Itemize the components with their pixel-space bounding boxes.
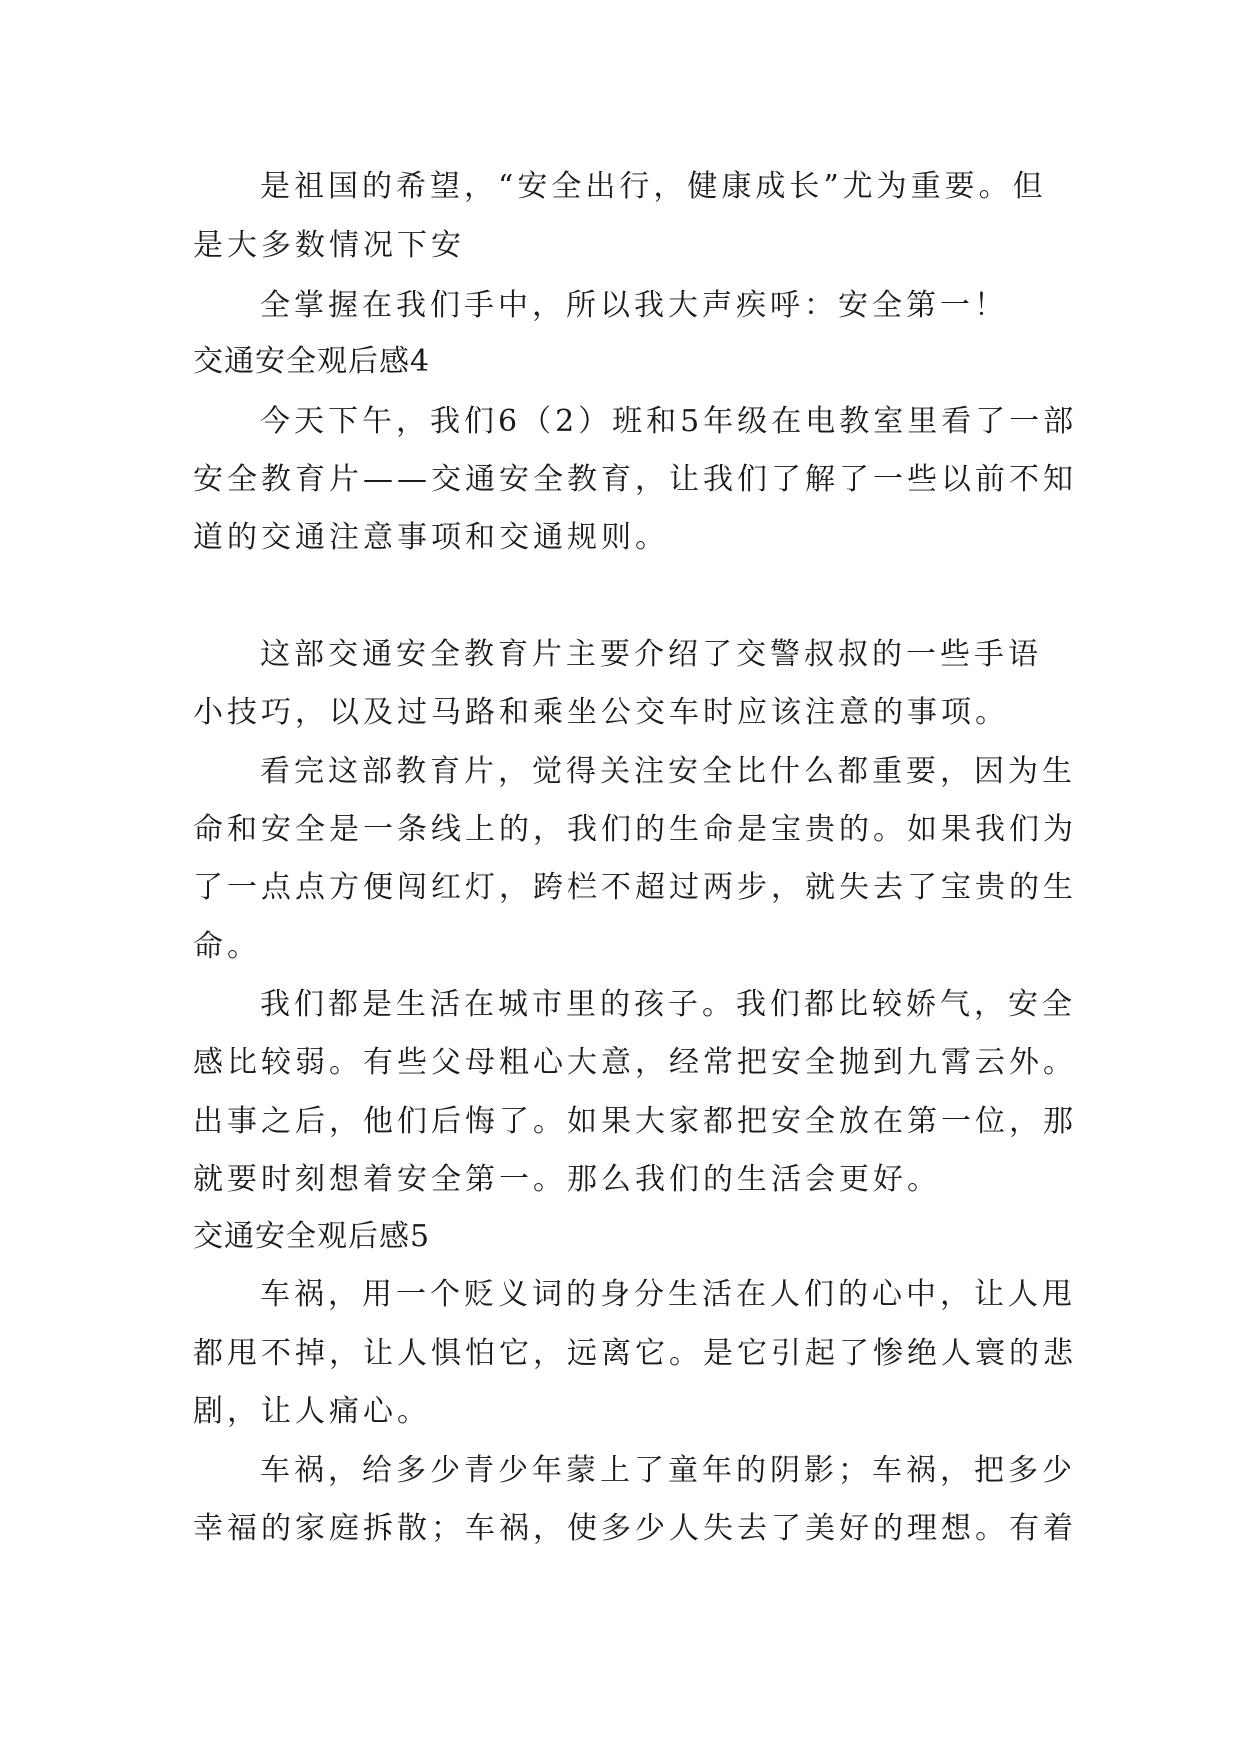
paragraph-line: 车祸，给多少青少年蒙上了童年的阴影；车祸，把多少 [260,1453,1076,1488]
paragraph-line: 幸福的家庭拆散；车祸，使多少人失去了美好的理想。有着 [193,1511,1077,1546]
paragraph-line: 命和安全是一条线上的，我们的生命是宝贵的。如果我们为 [193,812,1077,847]
paragraph-line: 全掌握在我们手中，所以我大声疾呼：安全第一！ [260,288,1008,323]
paragraph-line: 命。 [193,929,261,964]
paragraph-line: 今天下午，我们6（2）班和5年级在电教室里看了一部 [260,404,1078,439]
paragraph-line: 小技巧，以及过马路和乘坐公交车时应该注意的事项。 [193,695,1009,730]
section-heading: 交通安全观后感5 [193,1219,431,1254]
paragraph-line: 出事之后，他们后悔了。如果大家都把安全放在第一位，那 [193,1104,1077,1139]
paragraph-line: 我们都是生活在城市里的孩子。我们都比较娇气，安全 [260,987,1076,1022]
paragraph-line: 看完这部教育片，觉得关注安全比什么都重要，因为生 [260,754,1076,789]
paragraph-line: 是大多数情况下安 [193,228,465,263]
paragraph-line: 了一点点方便闯红灯，跨栏不超过两步，就失去了宝贵的生 [193,870,1077,905]
paragraph-line: 都甩不掉，让人惧怕它，远离它。是它引起了惨绝人寰的悲 [193,1336,1077,1371]
paragraph-line: 道的交通注意事项和交通规则。 [193,520,669,555]
paragraph-line: 安全教育片——交通安全教育，让我们了解了一些以前不知 [193,462,1077,497]
paragraph-line: 剧，让人痛心。 [193,1394,431,1429]
paragraph-line: 这部交通安全教育片主要介绍了交警叔叔的一些手语 [260,637,1042,672]
section-heading: 交通安全观后感4 [193,344,431,379]
paragraph-line: 车祸，用一个贬义词的身分生活在人们的心中，让人甩 [260,1277,1076,1312]
paragraph-line: 是祖国的希望，“安全出行，健康成长”尤为重要。但 [260,169,1047,204]
paragraph-line: 感比较弱。有些父母粗心大意，经常把安全抛到九霄云外。 [193,1045,1077,1080]
paragraph-line: 就要时刻想着安全第一。那么我们的生活会更好。 [193,1162,941,1197]
